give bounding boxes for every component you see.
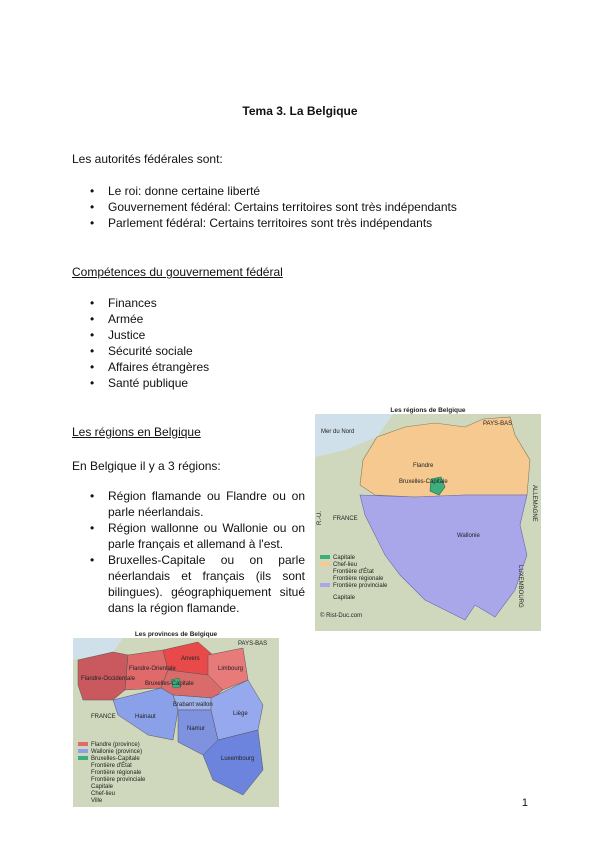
label-brussels: Bruxelles-Capitale [145,681,194,687]
page-title: Tema 3. La Belgique [242,104,358,118]
regions-heading: Les régions en Belgique [72,425,201,439]
list-item: • Région wallonne ou Wallonie ou on parle français et allemand à l'est. [90,520,305,552]
legend-item: Flandre (province) [91,742,140,748]
label-bruxelles: Bruxelles-Capitale [399,479,448,485]
label-france: FRANCE [91,714,116,720]
legend-item: Frontière régionale [333,576,384,582]
legend-swatch [78,749,88,753]
list-item: • Parlement fédéral: Certains territoires sont très indépendants [90,215,530,231]
legend-swatch [320,555,330,559]
list-item: • Santé publique [90,375,390,391]
page-number: 1 [521,797,528,809]
regions-list [90,488,305,616]
list-item: • Armée [90,311,390,327]
legend-item: Capitale [333,555,356,561]
label-uk: R.-U. [317,511,323,525]
legend-swatch [320,562,330,566]
label-namur: Namur [187,726,206,732]
label-limburg: Limbourg [218,666,244,672]
label-antwerp: Anvers [181,656,200,662]
label-liege: Liège [233,711,248,717]
list-item: • Justice [90,327,390,343]
label-west-flanders: Flandre-Occidentale [81,676,136,682]
regions-intro: En Belgique il y a 3 régions: [72,459,221,473]
list-item: • Gouvernement fédéral: Certains territoires sont très indépendants [90,199,530,215]
list-item: • Bruxelles-Capitale ou on parle néerlandais et français (ils sont bilingues). géographiquement situé dans la région flamande. [90,552,305,616]
legend-item: Frontière provinciale [91,777,146,783]
list-item: • Affaires étrangères [90,359,390,375]
label-france: FRANCE [333,516,358,522]
label-hainaut: Hainaut [135,714,156,720]
legend-item: Capitale [333,595,356,601]
legend-item: Chef-lieu [91,791,116,797]
legend-item: Capitale [91,784,114,790]
legend-swatch [320,583,330,587]
authorities-list [90,183,530,231]
label-east-flanders: Flandre-Orientale [129,666,176,672]
label-flandre: Flandre [413,463,434,469]
legend-item: Ville [91,798,103,804]
legend-item: Bruxelles-Capitale [91,756,140,762]
legend-item: Wallonie (province) [91,749,143,755]
map-title: Les provinces de Belgique [134,631,218,638]
legend-item: Frontière provinciale [333,583,388,589]
list-item: • Finances [90,295,390,311]
legend-item: Frontière d'État [91,763,132,769]
list-item: • Le roi: donne certaine liberté [90,183,530,199]
legend-item: Chef-lieu [333,562,358,568]
label-brabant-wallon: Brabant wallon [173,702,213,708]
label-luxembourg: Luxembourg [221,756,255,762]
label-germany: ALLEMAGNE [531,485,537,522]
map-source: © Rist-Duc.com [320,613,363,619]
legend-swatch [78,742,88,746]
label-netherlands: PAYS-BAS [483,421,513,427]
list-item: • Région flamande ou Flandre ou on parle néerlandais. [90,488,305,520]
list-item: • Sécurité sociale [90,343,390,359]
legend-item: Frontière régionale [91,770,142,776]
legend-item: Frontière d'État [333,569,374,575]
intro-text: Les autorités fédérales sont: [72,152,223,166]
provinces-map [73,630,279,807]
competences-heading: Compétences du gouvernement fédéral [72,265,283,279]
label-wallonie: Wallonie [457,533,480,539]
legend-swatch [78,756,88,760]
regions-map [315,405,541,631]
competences-list [90,295,390,391]
map-title: Les régions de Belgique [390,407,466,414]
label-sea: Mer du Nord [321,429,355,435]
label-netherlands: PAYS-BAS [238,641,268,647]
label-luxembourg: LUXEMBOURG [517,565,523,608]
